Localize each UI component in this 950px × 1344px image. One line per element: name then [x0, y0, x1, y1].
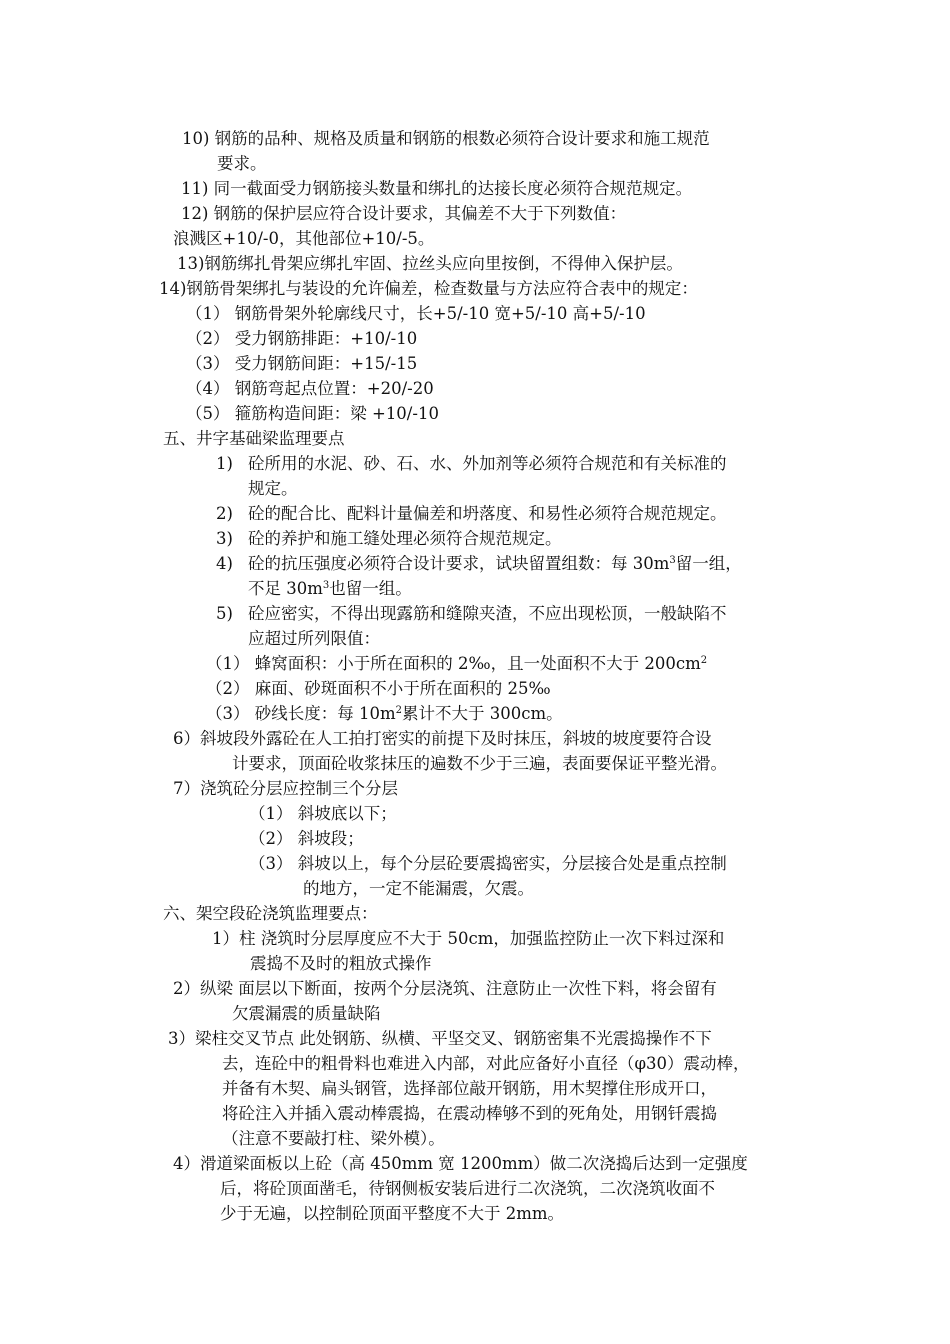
s5-item-4-line-1	[248, 551, 742, 576]
s6-item-1-line-2: 震捣不及时的粗放式操作	[250, 954, 432, 973]
s5-item-5-sub-2: （2） 麻面、砂斑面积不小于所在面积的 25‰	[206, 679, 551, 698]
item-14-sub-2: （2） 受力钢筋排距：+10/-10	[186, 329, 418, 348]
s5-item-6-line-2: 计要求，顶面砼收浆抹压的遍数不少于三遍，表面要保证平整光滑。	[232, 754, 727, 773]
s6-item-3-line-3: 并备有木契、扁头钢管，选择部位敲开钢筋，用木契撑住形成开口，	[222, 1079, 717, 1098]
superscript-2: 2	[700, 655, 708, 666]
s5-item-7: 7）浇筑砼分层应控制三个分层	[173, 779, 398, 798]
item-12: 12) 钢筋的保护层应符合设计要求，其偏差不大于下列数值：	[181, 204, 627, 223]
s6-item-4-line-1: 4）滑道梁面板以上砼（高 450mm 宽 1200mm）做二次浇捣后达到一定强度	[173, 1154, 748, 1173]
s6-item-3-line-4: 将砼注入并插入震动棒震捣，在震动棒够不到的死角处，用钢钎震捣	[222, 1104, 717, 1123]
item-11: 11) 同一截面受力钢筋接头数量和绑扎的达接长度必须符合规范规定。	[181, 179, 693, 198]
superscript-3: 3	[669, 555, 676, 566]
s5-item-1-line-2: 规定。	[248, 479, 298, 498]
item-10-line-1: 10) 钢筋的品种、规格及质量和钢筋的根数必须符合设计要求和施工规范	[182, 129, 710, 148]
s5-item-7-sub-1: （1） 斜坡底以下；	[249, 804, 397, 823]
s5-item-7-sub-3-line-2: 的地方，一定不能漏震，欠震。	[303, 879, 534, 898]
s6-item-2-line-1: 2）纵梁 面层以下断面，按两个分层浇筑、注意防止一次性下料，将会留有	[173, 979, 717, 998]
s5-item-5-sub-3	[206, 701, 563, 726]
s5-item-4-number: 4)	[216, 554, 233, 573]
s5-item-4-text-a: 砼的抗压强度必须符合设计要求，试块留置组数：每 30m	[248, 554, 670, 573]
s5-item-5-number: 5)	[216, 604, 233, 623]
s5-item-1-line-1: 砼所用的水泥、砂、石、水、外加剂等必须符合规范和有关标准的	[248, 454, 727, 473]
item-14-sub-5: （5） 箍筋构造间距：梁 +10/-10	[186, 404, 439, 423]
s5-item-5-sub-1	[206, 651, 707, 676]
superscript-2: 2	[395, 705, 403, 716]
s5-item-7-sub-2: （2） 斜坡段；	[249, 829, 364, 848]
s5-item-3-number: 3)	[216, 529, 233, 548]
s5-item-4-text-c: 不足 30m	[248, 579, 323, 598]
s5-item-6-line-1: 6）斜坡段外露砼在人工拍打密实的前提下及时抹压，斜坡的坡度要符合设	[173, 729, 712, 748]
item-14: 14)钢筋骨架绑扎与装设的允许偏差，检查数量与方法应符合表中的规定：	[159, 279, 698, 298]
item-14-sub-3: （3） 受力钢筋间距：+15/-15	[186, 354, 418, 373]
s5-item-4-text-d: 也留一组。	[329, 579, 412, 598]
s6-item-3-line-2: 去，连砼中的粗骨料也难进入内部，对此应备好小直径（φ30）震动棒，	[222, 1054, 750, 1073]
s5-item-4-text-b: 留一组，	[675, 554, 742, 573]
s5-item-3: 砼的养护和施工缝处理必须符合规范规定。	[248, 529, 562, 548]
item-13: 13)钢筋绑扎骨架应绑扎牢固、拉丝头应向里按倒，不得伸入保护层。	[177, 254, 683, 273]
s5-item-4-line-2	[248, 576, 412, 601]
s5-item-2-number: 2)	[216, 504, 233, 523]
item-14-sub-4: （4） 钢筋弯起点位置：+20/-20	[186, 379, 434, 398]
section-6-heading: 六、架空段砼浇筑监理要点：	[163, 904, 378, 923]
s6-item-3-line-1: 3）梁柱交叉节点 此处钢筋、纵横、平坚交叉、钢筋密集不光震捣操作不下	[168, 1029, 712, 1048]
s5-item-5-line-2: 应超过所列限值：	[248, 629, 380, 648]
s5-item-1-number: 1)	[216, 454, 233, 473]
s6-item-2-line-2: 欠震漏震的质量缺陷	[232, 1004, 381, 1023]
s5-sub-3-text-a: （3） 砂线长度：每 10m	[206, 704, 396, 723]
s6-item-1-line-1: 1）柱 浇筑时分层厚度应不大于 50cm，加强监控防止一次下料过深和	[212, 929, 725, 948]
item-14-sub-1: （1） 钢筋骨架外轮廓线尺寸，长+5/-10 宽+5/-10 高+5/-10	[186, 304, 646, 323]
s6-item-3-line-5: （注意不要敲打柱、梁外模）。	[222, 1129, 445, 1148]
s6-item-4-line-3: 少于无遍，以控制砼顶面平整度不大于 2mm。	[220, 1204, 565, 1223]
section-5-heading: 五、井字基础梁监理要点	[163, 429, 345, 448]
item-12-values: 浪溅区+10/-0，其他部位+10/-5。	[173, 229, 435, 248]
s5-sub-1-text: （1） 蜂窝面积：小于所在面积的 2‰，且一处面积不大于 200cm	[206, 654, 701, 673]
s5-item-7-sub-3-line-1: （3） 斜坡以上，每个分层砼要震捣密实，分层接合处是重点控制	[249, 854, 727, 873]
superscript-3: 3	[322, 580, 330, 591]
s6-item-4-line-2: 后，将砼顶面凿毛，待钢侧板安装后进行二次浇筑，二次浇筑收面不	[220, 1179, 715, 1198]
s5-item-2: 砼的配合比、配料计量偏差和坍落度、和易性必须符合规范规定。	[248, 504, 727, 523]
item-10-line-2: 要求。	[217, 154, 267, 173]
s5-sub-3-text-b: 累计不大于 300cm。	[402, 704, 563, 723]
s5-item-5-line-1: 砼应密实，不得出现露筋和缝隙夹渣，不应出现松顶，一般缺陷不	[248, 604, 727, 623]
